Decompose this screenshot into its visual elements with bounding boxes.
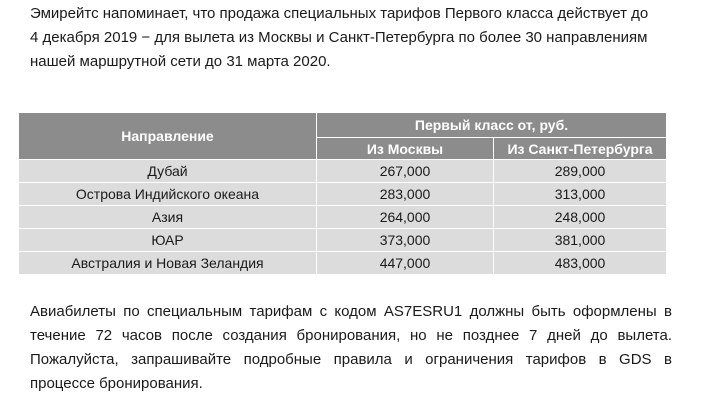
table-row bbox=[19, 160, 667, 183]
table-row bbox=[19, 229, 667, 252]
intro-paragraph bbox=[30, 2, 672, 74]
cell-spb-price: 381,000 bbox=[494, 229, 667, 252]
header-direction: Направление bbox=[19, 113, 317, 160]
table-row bbox=[19, 183, 667, 206]
cell-direction: ЮАР bbox=[19, 229, 317, 252]
table-row bbox=[19, 252, 667, 275]
header-first-class: Первый класс от, руб. bbox=[317, 113, 667, 138]
header-from-moscow: Из Москвы bbox=[317, 138, 494, 160]
cell-direction: Острова Индийского океана bbox=[19, 183, 317, 206]
header-from-spb: Из Санкт-Петербурга bbox=[494, 138, 667, 160]
cell-moscow-price: 267,000 bbox=[317, 160, 494, 183]
table-row bbox=[19, 206, 667, 229]
outro-line: течение 72 часов после создания бронирования, но не позднее 7 дней до вылета. bbox=[30, 327, 672, 344]
cell-moscow-price: 373,000 bbox=[317, 229, 494, 252]
cell-spb-price: 313,000 bbox=[494, 183, 667, 206]
cell-direction: Дубай bbox=[19, 160, 317, 183]
outro-line: Пожалуйста, запрашивайте подробные правила и ограничения тарифов в GDS в bbox=[30, 351, 672, 368]
cell-moscow-price: 264,000 bbox=[317, 206, 494, 229]
cell-direction: Азия bbox=[19, 206, 317, 229]
cell-spb-price: 248,000 bbox=[494, 206, 667, 229]
cell-spb-price: 289,000 bbox=[494, 160, 667, 183]
intro-line: Эмирейтс напоминает, что продажа специальных тарифов Первого класса действует до bbox=[30, 5, 649, 22]
intro-line: нашей маршрутной сети до 31 марта 2020. bbox=[30, 53, 331, 70]
cell-moscow-price: 283,000 bbox=[317, 183, 494, 206]
outro-line: процессе бронирования. bbox=[30, 375, 203, 392]
table-header-row bbox=[19, 113, 667, 138]
outro-line: Авиабилеты по специальным тарифам с кодом AS7ESRU1 должны быть оформлены в bbox=[30, 303, 672, 320]
cell-direction: Австралия и Новая Зеландия bbox=[19, 252, 317, 275]
cell-moscow-price: 447,000 bbox=[317, 252, 494, 275]
cell-spb-price: 483,000 bbox=[494, 252, 667, 275]
intro-line: 4 декабря 2019 − для вылета из Москвы и Санкт-Петербурга по более 30 направлениям bbox=[30, 29, 648, 46]
tariffs-table bbox=[18, 112, 667, 275]
outro-paragraph bbox=[30, 300, 672, 396]
